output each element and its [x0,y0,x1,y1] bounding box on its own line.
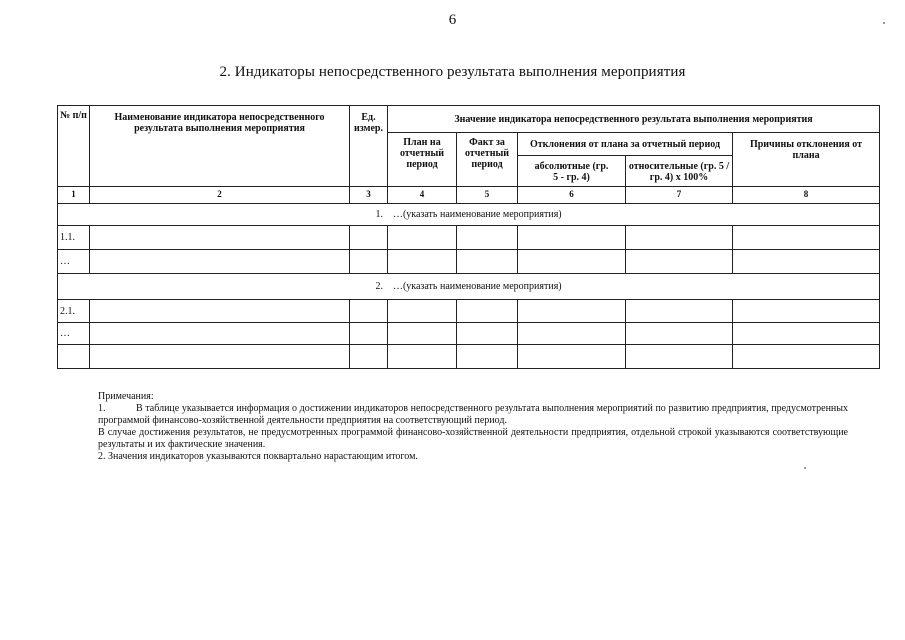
table-cell [518,300,626,323]
table-cell [90,323,350,345]
section-title: 2. Индикаторы непосредственного результата выполнения мероприятия [219,64,686,80]
row-label [58,345,90,369]
header-relative: относительные (гр. 5 / гр. 4) х 100% [626,156,733,187]
table-cell [733,345,880,369]
header-value-group: Значение индикатора непосредственного результата выполнения мероприятия [388,106,880,133]
note-item-1 [98,403,848,427]
note-item-2: 2. Значения индикаторов указываются поквартально нарастающим итогом. [98,451,418,462]
table-cell [518,250,626,274]
header-absolute: абсолютные (гр. 5 - гр. 4) [518,156,626,187]
row-label: 2.1. [58,300,90,323]
column-number: 7 [626,187,733,204]
table-cell [626,250,733,274]
table-cell [518,226,626,250]
table-cell [733,323,880,345]
column-number: 2 [90,187,350,204]
scan-speck [883,22,885,24]
table-cell [90,250,350,274]
table-cell [90,345,350,369]
note-item-1-number: 1. [98,403,106,414]
table-cell [90,226,350,250]
indicators-table [57,105,880,369]
note-item-1-text: В таблице указывается информация о достижении индикаторов непосредственного результата выполнения мероприятий по развитию предприятия, предусмотренных программой финансово-хозяйственной деятельности предприятия на соответствующий период. [98,403,848,426]
table-cell [457,300,518,323]
section-2-label: 2. …(указать наименование мероприятия) [58,274,880,300]
column-number: 8 [733,187,880,204]
page-number: 6 [448,12,457,28]
notes-block [98,391,848,463]
scan-speck [804,467,806,469]
header-fact: Факт за отчетный период [457,133,518,187]
column-number: 5 [457,187,518,204]
header-name: Наименование индикатора непосредственного результата выполнения мероприятия [90,106,350,187]
table-cell [90,300,350,323]
table-cell [457,345,518,369]
header-deviation-group: Отклонения от плана за отчетный период [518,133,733,156]
column-number: 1 [58,187,90,204]
table-cell [457,226,518,250]
header-num: № п/п [58,106,90,187]
section-1-label: 1. …(указать наименование мероприятия) [58,204,880,226]
row-label: … [58,323,90,345]
table-cell [518,323,626,345]
header-plan: План на отчетный период [388,133,457,187]
note-item-1-continuation-text: В случае достижения результатов, не предусмотренных программой финансово-хозяйственной деятельности предприятия, отдельной строкой указываются соответствующие результаты и их фактические значения. [98,427,848,450]
table-cell [388,300,457,323]
table-cell [350,250,388,274]
table-cell [388,345,457,369]
row-label: … [58,250,90,274]
table-cell [350,300,388,323]
table-cell [457,323,518,345]
column-number: 6 [518,187,626,204]
table-cell [388,323,457,345]
table-cell [350,323,388,345]
table-cell [733,250,880,274]
table-cell [350,345,388,369]
header-unit: Ед. измер. [350,106,388,187]
table-cell [388,226,457,250]
table-cell [626,300,733,323]
table-cell [518,345,626,369]
column-number: 3 [350,187,388,204]
table-cell [457,250,518,274]
header-reasons: Причины отклонения от плана [733,133,880,187]
table-cell [350,226,388,250]
row-label: 1.1. [58,226,90,250]
table-cell [626,345,733,369]
table-cell [388,250,457,274]
table-cell [733,226,880,250]
table-cell [626,226,733,250]
table-cell [626,323,733,345]
notes-heading: Примечания: [98,391,154,402]
note-item-1-continuation [98,427,848,451]
column-number: 4 [388,187,457,204]
table-cell [733,300,880,323]
